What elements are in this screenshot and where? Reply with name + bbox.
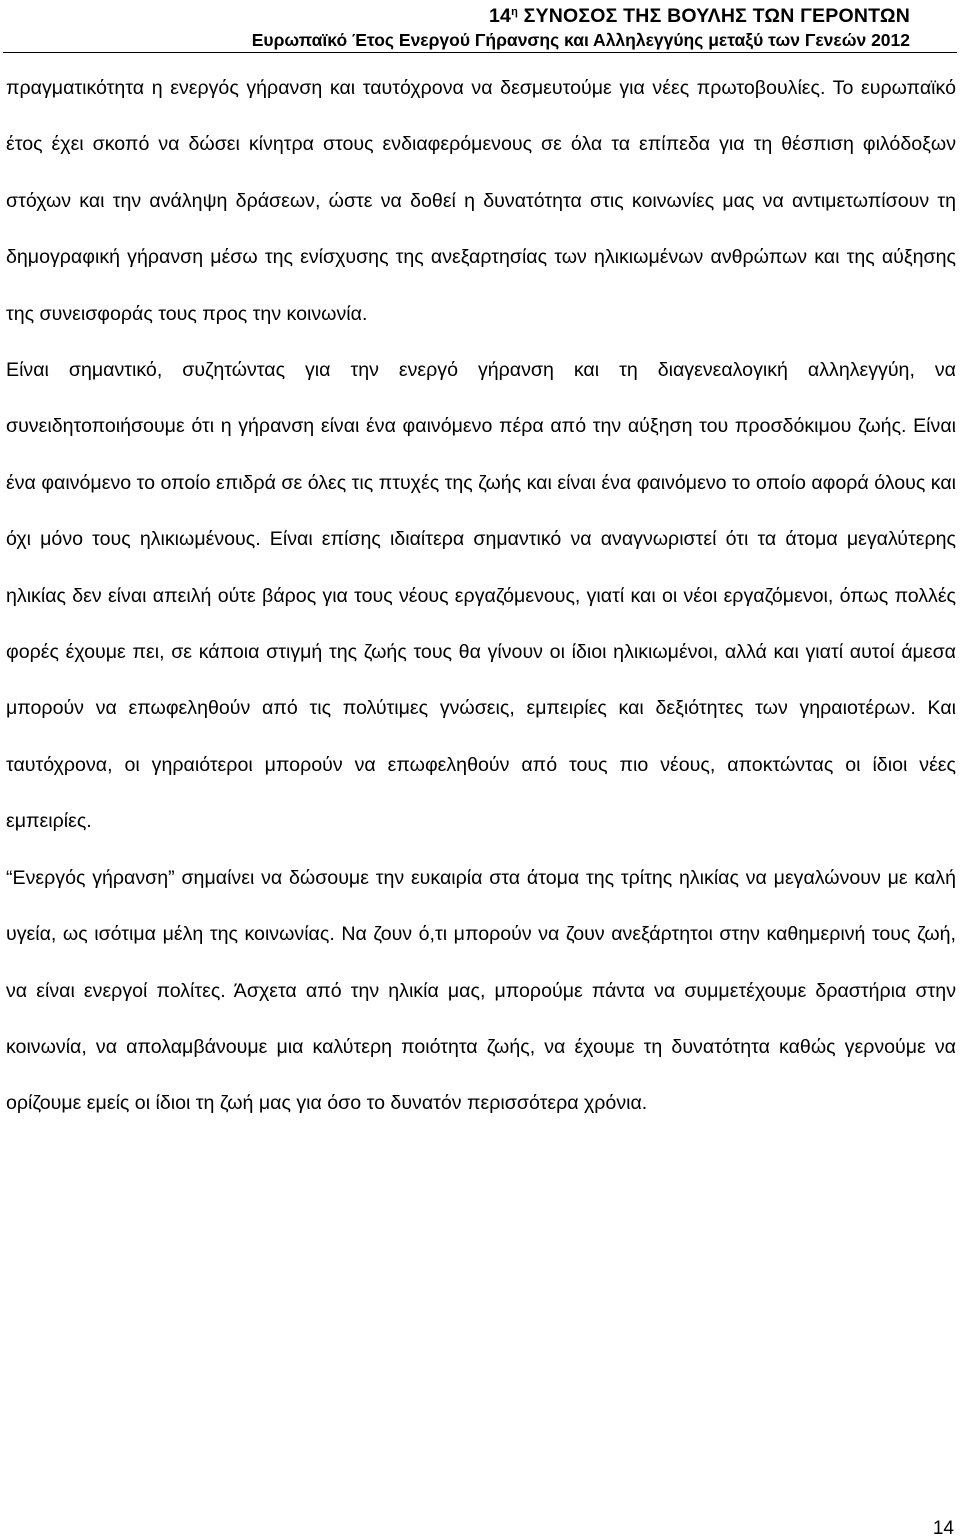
session-number: 14 bbox=[488, 5, 512, 27]
page-header bbox=[252, 4, 910, 52]
session-title-line bbox=[252, 4, 910, 28]
header-divider bbox=[3, 52, 957, 53]
paragraph-1: πραγματικότητα η ενεργός γήρανση και ταυτόχρονα να δεσμευτούμε για νέες πρωτοβουλίες. Το ευρωπαϊκό έτος έχει σκοπό να δώσει κίνητρα στους ενδιαφερόμενους σε όλα τα επίπεδα για τη θέσπιση φιλόδοξων στόχων και την ανάληψη δράσεων, ώστε να δοθεί η δυνατότητα στις κοινωνίες μας να αντιμετωπίσουν τη δημογραφική γήρανση μέσω της ενίσχυσης της ανεξαρτησίας των ηλικιωμένων ανθρώπων και της αύξησης της συνεισφοράς τους προς την κοινωνία. bbox=[6, 77, 956, 325]
session-title: ΣΥΝΟΣΟΣ ΤΗΣ ΒΟΥΛΗΣ ΤΩΝ ΓΕΡΟΝΤΩΝ bbox=[523, 5, 910, 27]
page-number: 14 bbox=[932, 1518, 954, 1539]
paragraph-3: “Ενεργός γήρανση” σημαίνει να δώσουμε την ευκαιρία στα άτομα της τρίτης ηλικίας να μεγαλώνουν με καλή υγεία, ως ισότιμα μέλη της κοινωνίας. Να ζουν ό,τι μπορούν να ζουν ανεξάρτητοι στην καθημερινή τους ζωή, να είναι ενεργοί πολίτες. Άσχετα από την ηλικία μας, μπορούμε πάντα να συμμετέχουμε δραστήρια στην κοινωνία, να απολαμβάνουμε μια καλύτερη ποιότητα ζωής, να έχουμε τη δυνατότητα καθώς γερνούμε να ορίζουμε εμείς οι ίδιοι τη ζωή μας για όσο το δυνατόν περισσότερα χρόνια. bbox=[6, 866, 956, 1115]
paragraph-2: Είναι σημαντικό, συζητώντας για την ενεργό γήρανση και τη διαγενεαλογική αλληλεγγύη, να συνειδητοποιήσουμε ότι η γήρανση είναι ένα φαινόμενο πέρα από την αύξηση του προσδόκιμου ζωής. Είναι ένα φαινόμενο το οποίο επιδρά σε όλες τις πτυχές της ζωής και είναι ένα φαινόμενο το οποίο αφορά όλους και όχι μόνο τους ηλικιωμένους. Είναι επίσης ιδιαίτερα σημαντικό να αναγνωριστεί ότι τα άτομα μεγαλύτερης ηλικίας δεν είναι απειλή ούτε βάρος για τους νέους εργαζόμενους, γιατί και οι νέοι εργαζόμενοι, όπως πολλές φορές έχουμε πει, σε κάποια στιγμή της ζωής τους θα γίνουν οι ίδιοι ηλικιωμένοι, αλλά και γιατί αυτοί άμεσα μπορούν να επωφεληθούν από τις πολύτιμες γνώσεις, εμπειρίες και δεξιότητες των γηραιοτέρων. Και ταυτόχρονα, οι γηραιότεροι μπορούν να επωφεληθούν από τους πιο νέους, αποκτώντας οι ίδιοι νέες εμπειρίες. bbox=[6, 359, 956, 833]
header-subtitle: Ευρωπαϊκό Έτος Ενεργού Γήρανσης και Αλληλεγγύης μεταξύ των Γενεών 2012 bbox=[251, 30, 910, 50]
document-body bbox=[6, 60, 956, 1132]
session-superscript: η bbox=[511, 6, 518, 18]
